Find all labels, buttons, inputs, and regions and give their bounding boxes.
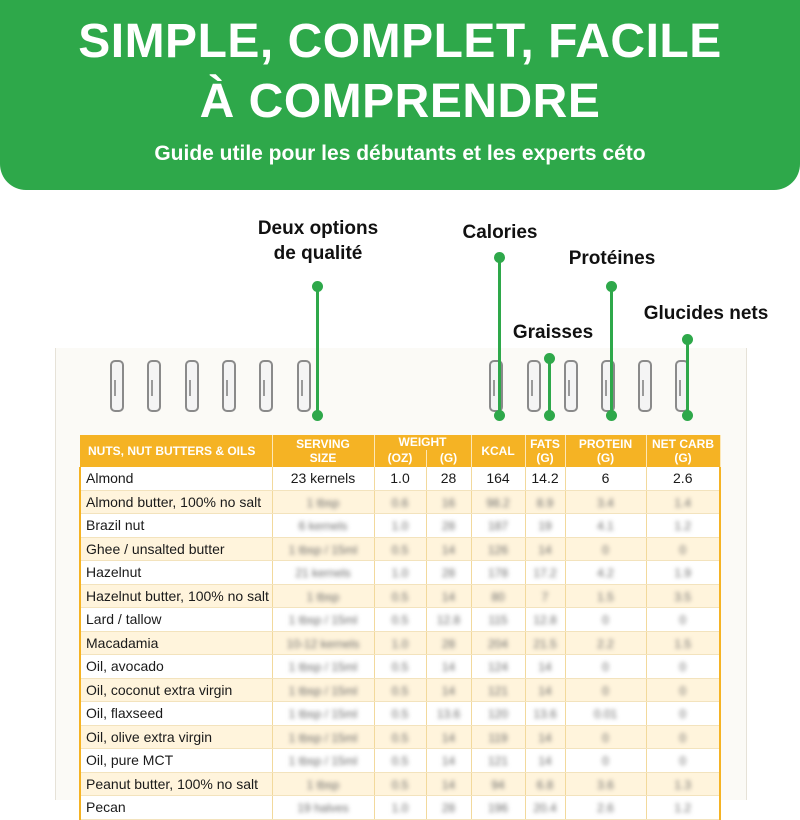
- table-cell-oz: 0.5: [374, 772, 426, 796]
- header-banner: [0, 0, 800, 190]
- table-cell-protein: 0: [565, 678, 646, 702]
- table-cell-name: Ghee / unsalted butter: [80, 537, 272, 561]
- table-row: [80, 561, 720, 585]
- table-cell-name: Peanut butter, 100% no salt: [80, 772, 272, 796]
- spiral-ring-icon: [222, 360, 236, 412]
- table-cell-serving: 1 tbsp / 15ml: [272, 725, 374, 749]
- table-cell-netcarb: 0: [646, 537, 720, 561]
- header-protein: PROTEIN (G): [565, 435, 646, 467]
- header-serving: SERVING SIZE: [272, 435, 374, 467]
- table-cell-protein: 0: [565, 655, 646, 679]
- table-row: [80, 631, 720, 655]
- table-cell-fats: 13.6: [525, 702, 565, 726]
- table-cell-fats: 14: [525, 749, 565, 773]
- header-kcal: KCAL: [471, 435, 525, 467]
- spiral-ring-icon: [297, 360, 311, 412]
- table-cell-kcal: 124: [471, 655, 525, 679]
- table-cell-name: Macadamia: [80, 631, 272, 655]
- table-cell-name: Oil, coconut extra virgin: [80, 678, 272, 702]
- table-row: [80, 702, 720, 726]
- table-cell-oz: 0.5: [374, 749, 426, 773]
- table-cell-netcarb: 1.9: [646, 561, 720, 585]
- table-cell-netcarb: 1.5: [646, 631, 720, 655]
- table-cell-serving: 19 halves: [272, 796, 374, 820]
- table-cell-kcal: 164: [471, 467, 525, 490]
- table-cell-oz: 0.5: [374, 678, 426, 702]
- table-cell-oz: 1.0: [374, 796, 426, 820]
- table-cell-fats: 14.2: [525, 467, 565, 490]
- table-cell-oz: 0.5: [374, 537, 426, 561]
- table-cell-protein: 3.4: [565, 490, 646, 514]
- table-cell-kcal: 196: [471, 796, 525, 820]
- table-row: [80, 796, 720, 820]
- header-weight-g: (G): [426, 450, 471, 467]
- table-row: [80, 772, 720, 796]
- table-cell-netcarb: 1.2: [646, 514, 720, 538]
- pointer-line: [686, 339, 689, 415]
- table-cell-serving: 1 tbsp: [272, 772, 374, 796]
- table-cell-fats: 19: [525, 514, 565, 538]
- table-cell-oz: 0.5: [374, 725, 426, 749]
- table-cell-netcarb: 1.2: [646, 796, 720, 820]
- table-cell-serving: 10-12 kernels: [272, 631, 374, 655]
- table-cell-g: 14: [426, 584, 471, 608]
- table-cell-serving: 1 tbsp: [272, 490, 374, 514]
- table-cell-name: Oil, pure MCT: [80, 749, 272, 773]
- table-cell-name: Pecan: [80, 796, 272, 820]
- table-cell-kcal: 119: [471, 725, 525, 749]
- callout-fats: Graisses: [512, 322, 594, 343]
- table-cell-serving: 6 kernels: [272, 514, 374, 538]
- table-cell-g: 14: [426, 655, 471, 679]
- table-cell-netcarb: 0: [646, 655, 720, 679]
- table-cell-kcal: 204: [471, 631, 525, 655]
- callout-quality: [240, 216, 396, 266]
- table-row: [80, 655, 720, 679]
- nutrition-table: [79, 435, 721, 820]
- table-cell-fats: 12.8: [525, 608, 565, 632]
- table-cell-serving: 1 tbsp / 15ml: [272, 749, 374, 773]
- table-cell-g: 28: [426, 467, 471, 490]
- table-cell-g: 28: [426, 514, 471, 538]
- table-cell-protein: 0: [565, 537, 646, 561]
- header-category: NUTS, NUT BUTTERS & OILS: [80, 435, 272, 467]
- table-cell-name: Hazelnut butter, 100% no salt: [80, 584, 272, 608]
- callout-proteins: Protéines: [568, 248, 656, 269]
- table-cell-g: 28: [426, 561, 471, 585]
- table-cell-fats: 21.5: [525, 631, 565, 655]
- table-cell-protein: 0: [565, 608, 646, 632]
- table-row: [80, 514, 720, 538]
- table-cell-g: 14: [426, 537, 471, 561]
- table-row: [80, 678, 720, 702]
- table-cell-g: 14: [426, 678, 471, 702]
- table-cell-serving: 23 kernels: [272, 467, 374, 490]
- banner-title-line1: SIMPLE, COMPLET, FACILE: [78, 15, 722, 68]
- pointer-dot-icon: [682, 410, 693, 421]
- table-cell-serving: 1 tbsp / 15ml: [272, 537, 374, 561]
- table-cell-protein: 2.2: [565, 631, 646, 655]
- table-cell-netcarb: 2.6: [646, 467, 720, 490]
- header-weight: WEIGHT: [374, 435, 471, 450]
- table-cell-serving: 1 tbsp / 15ml: [272, 678, 374, 702]
- table-cell-kcal: 126: [471, 537, 525, 561]
- pointer-dot-icon: [606, 410, 617, 421]
- table-cell-name: Almond butter, 100% no salt: [80, 490, 272, 514]
- table-row: [80, 537, 720, 561]
- table-row: [80, 749, 720, 773]
- pointer-line: [610, 286, 613, 415]
- spiral-ring-icon: [564, 360, 578, 412]
- table-cell-oz: 0.5: [374, 608, 426, 632]
- table-cell-name: Oil, olive extra virgin: [80, 725, 272, 749]
- table-cell-oz: 0.6: [374, 490, 426, 514]
- table-cell-protein: 6: [565, 467, 646, 490]
- table-cell-fats: 14: [525, 678, 565, 702]
- table-cell-kcal: 121: [471, 678, 525, 702]
- table-row: [80, 725, 720, 749]
- table-cell-netcarb: 1.4: [646, 490, 720, 514]
- header-net-carb: NET CARB (G): [646, 435, 720, 467]
- table-cell-netcarb: 0: [646, 725, 720, 749]
- table-cell-protein: 4.2: [565, 561, 646, 585]
- table-cell-netcarb: 0: [646, 749, 720, 773]
- table-cell-protein: 0: [565, 749, 646, 773]
- table-cell-kcal: 178: [471, 561, 525, 585]
- table-cell-serving: 21 kernels: [272, 561, 374, 585]
- table-cell-fats: 14: [525, 725, 565, 749]
- table-cell-kcal: 115: [471, 608, 525, 632]
- table-cell-netcarb: 0: [646, 702, 720, 726]
- table-cell-g: 16: [426, 490, 471, 514]
- spiral-ring-icon: [147, 360, 161, 412]
- header-fats: FATS (G): [525, 435, 565, 467]
- table-cell-serving: 1 tbsp / 15ml: [272, 655, 374, 679]
- callout-quality-line2: de qualité: [273, 243, 363, 264]
- table-cell-g: 28: [426, 631, 471, 655]
- table-cell-kcal: 80: [471, 584, 525, 608]
- table-header-row: [80, 435, 720, 450]
- table-cell-g: 14: [426, 725, 471, 749]
- banner-subtitle: Guide utile pour les débutants et les experts céto: [154, 142, 646, 165]
- table-cell-serving: 1 tbsp: [272, 584, 374, 608]
- table-cell-protein: 4.1: [565, 514, 646, 538]
- table-row: [80, 490, 720, 514]
- table-cell-netcarb: 0: [646, 608, 720, 632]
- table-cell-g: 12.8: [426, 608, 471, 632]
- callout-quality-line1: Deux options: [257, 218, 379, 239]
- table-cell-oz: 0.5: [374, 702, 426, 726]
- table-cell-name: Brazil nut: [80, 514, 272, 538]
- banner-title-line2: À COMPRENDRE: [199, 75, 601, 128]
- callout-net-carbs: Glucides nets: [643, 303, 769, 324]
- table-cell-fats: 14: [525, 655, 565, 679]
- table-cell-oz: 1.0: [374, 514, 426, 538]
- table-cell-oz: 0.5: [374, 655, 426, 679]
- table-cell-kcal: 98.2: [471, 490, 525, 514]
- table-cell-serving: 1 tbsp / 15ml: [272, 702, 374, 726]
- table-cell-oz: 0.5: [374, 584, 426, 608]
- table-cell-oz: 1.0: [374, 631, 426, 655]
- table-cell-oz: 1.0: [374, 561, 426, 585]
- spiral-ring-icon: [110, 360, 124, 412]
- table-cell-name: Oil, avocado: [80, 655, 272, 679]
- table-cell-kcal: 187: [471, 514, 525, 538]
- table-cell-protein: 3.6: [565, 772, 646, 796]
- pointer-dot-icon: [312, 410, 323, 421]
- table-cell-fats: 7: [525, 584, 565, 608]
- table-cell-fats: 6.8: [525, 772, 565, 796]
- pointer-dot-icon: [544, 410, 555, 421]
- table-cell-protein: 0.01: [565, 702, 646, 726]
- table-cell-netcarb: 3.5: [646, 584, 720, 608]
- pointer-dot-icon: [494, 410, 505, 421]
- table-cell-netcarb: 1.3: [646, 772, 720, 796]
- table-cell-kcal: 121: [471, 749, 525, 773]
- table-cell-oz: 1.0: [374, 467, 426, 490]
- table-row: [80, 608, 720, 632]
- table-cell-name: Oil, flaxseed: [80, 702, 272, 726]
- pointer-line: [316, 286, 319, 416]
- table-cell-fats: 17.2: [525, 561, 565, 585]
- table-cell-fats: 20.4: [525, 796, 565, 820]
- table-cell-protein: 1.5: [565, 584, 646, 608]
- table-cell-serving: 1 tbsp / 15ml: [272, 608, 374, 632]
- header-weight-oz: (OZ): [374, 450, 426, 467]
- table-row: [80, 584, 720, 608]
- table-cell-fats: 14: [525, 537, 565, 561]
- table-cell-name: Hazelnut: [80, 561, 272, 585]
- table-cell-g: 14: [426, 772, 471, 796]
- spiral-ring-icon: [259, 360, 273, 412]
- table-cell-fats: 8.9: [525, 490, 565, 514]
- pointer-line: [548, 358, 551, 415]
- callout-calories: Calories: [462, 222, 538, 243]
- table-cell-g: 14: [426, 749, 471, 773]
- table-row: [80, 467, 720, 490]
- table-cell-name: Lard / tallow: [80, 608, 272, 632]
- table-cell-kcal: 120: [471, 702, 525, 726]
- table-cell-netcarb: 0: [646, 678, 720, 702]
- table-cell-g: 13.6: [426, 702, 471, 726]
- spiral-ring-icon: [185, 360, 199, 412]
- table-cell-kcal: 94: [471, 772, 525, 796]
- spiral-ring-icon: [638, 360, 652, 412]
- table-cell-protein: 0: [565, 725, 646, 749]
- table-cell-g: 28: [426, 796, 471, 820]
- spiral-ring-icon: [527, 360, 541, 412]
- table-cell-name: Almond: [80, 467, 272, 490]
- table-cell-protein: 2.6: [565, 796, 646, 820]
